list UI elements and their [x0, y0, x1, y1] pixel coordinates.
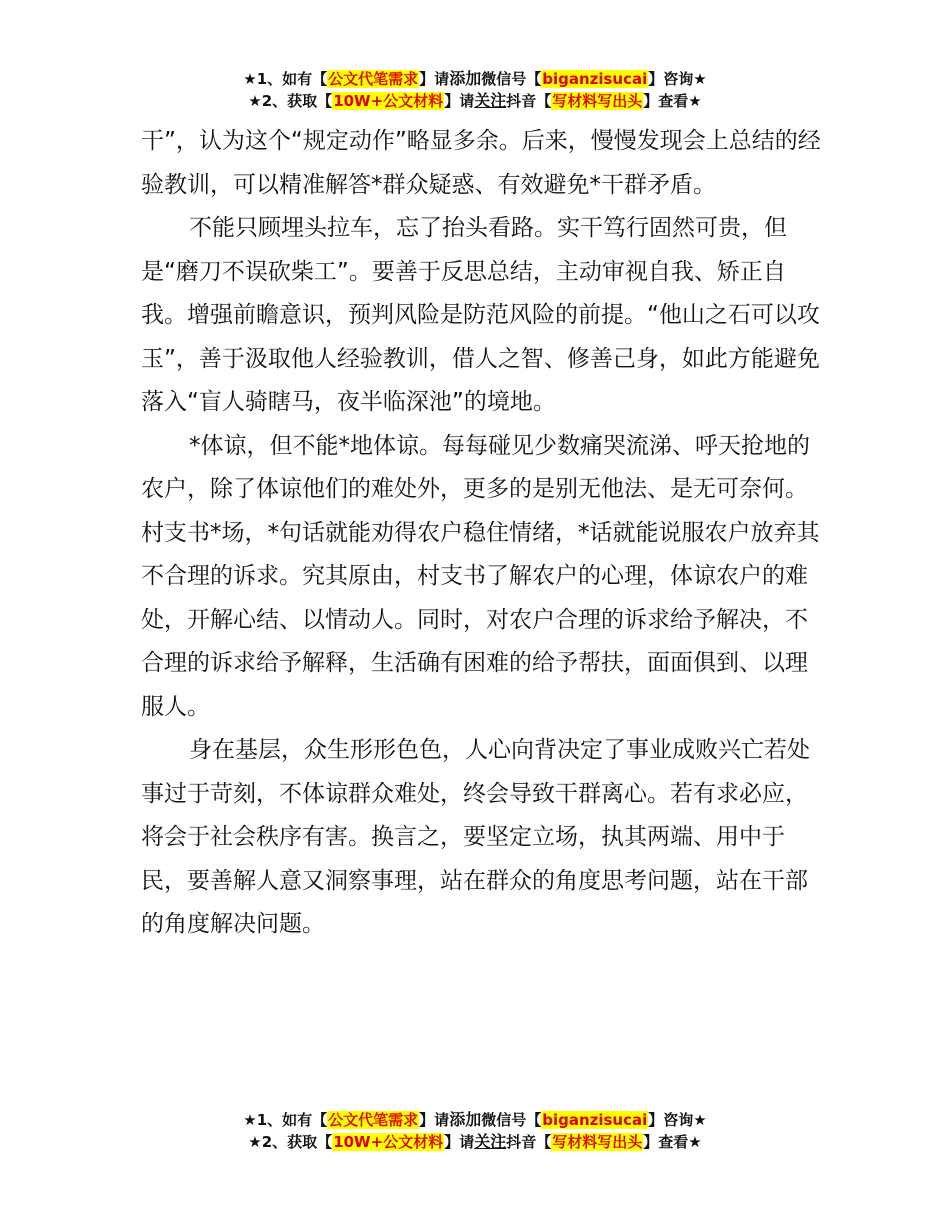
banner-text: 】查看★ — [643, 92, 702, 110]
banner-text: 】咨询★ — [648, 70, 707, 88]
footer-banner-line-1 — [0, 1109, 950, 1131]
document-body — [141, 120, 821, 947]
banner-text: ★2、获取【 — [248, 1133, 333, 1151]
banner-emphasis: 添加 — [449, 1110, 482, 1129]
banner-text: 微信号【 — [481, 1111, 542, 1129]
footer-banner-line-2 — [0, 1131, 950, 1153]
paragraph-3: *体谅，但不能*地体谅。每每碰见少数痛哭流涕、呼天抢地的农户，除了体谅他们的难处外，更多的是别无他法、是无可奈何。村支书*场，*句话就能劝得农户稳住情绪，*话就能说服农户放弃其不合理的诉求。究其原由，村支书了解农户的心理，体谅农户的难处，开解心结、以情动人。同时，对农户合理的诉求给予解决，不合理的诉求给予解释，生活确有困难的给予帮扶，面面俱到、以理服人。 — [141, 432, 820, 720]
header-banner-line-2 — [0, 90, 950, 112]
banner-highlight-douyin-account: 写材料写出头 — [552, 92, 643, 110]
paragraph-2: 不能只顾埋头拉车，忘了抬头看路。实干笃行固然可贵，但是“磨刀不误砍柴工”。要善于反思总结，主动审视自我、矫正自我。增强前瞻意识，预判风险是防范风险的前提。“他山之石可以攻玉”，善于汲取他人经验教训，借人之智、修善己身，如此方能避免落入“盲人骑瞎马，夜半临深池”的境地。 — [141, 215, 820, 415]
banner-emphasis: 添加 — [449, 69, 482, 88]
banner-text: ★1、如有【 — [243, 1111, 328, 1129]
banner-highlight-materials: 10W+公文材料 — [333, 1133, 444, 1151]
banner-text: 】查看★ — [643, 1133, 702, 1151]
paragraph-1: 干”，认为这个“规定动作”略显多余。后来，慢慢发现会上总结的经验教训，可以精准解答*群众疑惑、有效避免*干群矛盾。 — [141, 128, 821, 198]
banner-text: 抖音【 — [506, 92, 552, 110]
banner-text: 】请 — [419, 70, 450, 88]
paragraph-4: 身在基层，众生形形色色，人心向背决定了事业成败兴亡若处事过于苛刻，不体谅群众难处，终会导致干群离心。若有求必应，将会于社会秩序有害。换言之，要坚定立场，执其两端、用中于民，要善解人意又洞察事理，站在群众的角度思考问题，站在干部的角度解决问题。 — [141, 737, 810, 937]
footer-banner — [0, 1109, 950, 1153]
banner-highlight-wechat-id: biganzisucai — [542, 1111, 648, 1129]
banner-highlight-service: 公文代笔需求 — [328, 1111, 419, 1129]
banner-text: ★1、如有【 — [243, 70, 328, 88]
banner-highlight-wechat-id: biganzisucai — [542, 70, 648, 88]
banner-text: 】请 — [419, 1111, 450, 1129]
banner-text: 】咨询★ — [648, 1111, 707, 1129]
banner-text: 】请 — [444, 92, 475, 110]
banner-text: 抖音【 — [506, 1133, 552, 1151]
banner-highlight-service: 公文代笔需求 — [328, 70, 419, 88]
banner-emphasis: 关注 — [474, 91, 507, 110]
header-banner — [0, 68, 950, 112]
banner-highlight-douyin-account: 写材料写出头 — [552, 1133, 643, 1151]
banner-text: 】请 — [444, 1133, 475, 1151]
header-banner-line-1 — [0, 68, 950, 90]
banner-emphasis: 关注 — [474, 1132, 507, 1151]
banner-text: ★2、获取【 — [248, 92, 333, 110]
banner-text: 微信号【 — [481, 70, 542, 88]
banner-highlight-materials: 10W+公文材料 — [333, 92, 444, 110]
